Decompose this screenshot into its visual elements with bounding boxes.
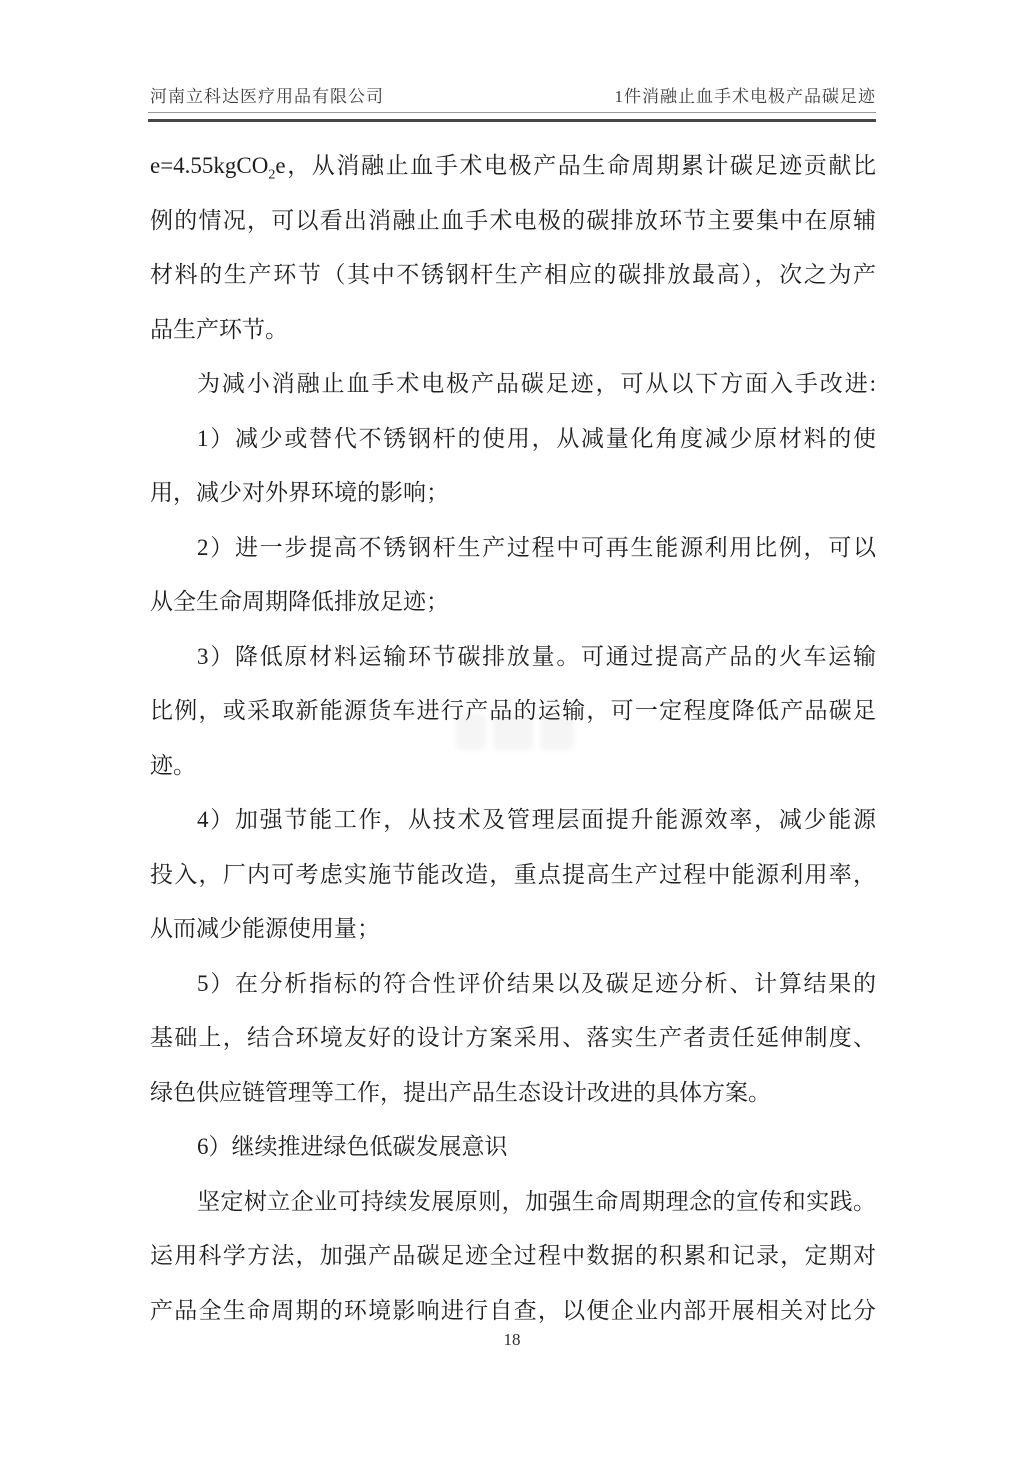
- list-item-3-line: 迹。: [150, 752, 196, 778]
- page-header: [150, 82, 876, 107]
- list-item-5-line: 基础上，结合环境友好的设计方案采用、落实生产者责任延伸制度、: [150, 1025, 876, 1050]
- header-company-name: 河南立科达医疗用品有限公司: [150, 87, 384, 106]
- body-line: 坚定树立企业可持续发展原则，加强生命周期理念的宣传和实践。: [197, 1188, 876, 1214]
- emission-value-text: e=4.55kgCO: [150, 153, 269, 178]
- document-body: [150, 139, 876, 1338]
- header-rule-thick: [148, 119, 876, 122]
- body-line: 品生产环节。: [150, 316, 288, 342]
- page-number: 18: [503, 1330, 521, 1349]
- list-item-2-line: 2）进一步提高不锈钢杆生产过程中可再生能源利用比例，可以: [197, 534, 876, 560]
- list-item-2-line: 从全生命周期降低排放足迹；: [150, 589, 449, 614]
- list-item-4-line: 投入，厂内可考虑实施节能改造，重点提高生产过程中能源利用率，: [150, 861, 876, 887]
- body-line: 为减小消融止血手术电极产品碳足迹，可从以下方面入手改进:: [197, 371, 876, 396]
- list-item-1-line: 1）减少或替代不锈钢杆的使用，从减量化角度减少原材料的使: [197, 425, 876, 451]
- list-item-4-line: 从而减少能源使用量；: [150, 916, 380, 941]
- page-footer: [0, 1330, 1024, 1350]
- body-line-text: e，从消融止血手术电极产品生命周期累计碳足迹贡献比: [275, 153, 876, 178]
- co2-subscript: 2: [268, 167, 276, 183]
- list-item-1-line: 用，减少对外界环境的影响；: [150, 480, 449, 505]
- body-line: 例的情况，可以看出消融止血手术电极的碳排放环节主要集中在原辅: [150, 207, 876, 233]
- body-line: 产品全生命周期的环境影响进行自查，以便企业内部开展相关对比分: [150, 1297, 876, 1323]
- body-line: 运用科学方法，加强产品碳足迹全过程中数据的积累和记录，定期对: [150, 1243, 876, 1268]
- list-item-5-line: 绿色供应链管理等工作，提出产品生态设计改进的具体方案。: [150, 1079, 771, 1105]
- list-item-6-line: 6）继续推进绿色低碳发展意识: [197, 1134, 508, 1159]
- body-line: [150, 139, 876, 194]
- list-item-5-line: 5）在分析指标的符合性评价结果以及碳足迹分析、计算结果的: [197, 970, 876, 996]
- list-item-4-line: 4）加强节能工作，从技术及管理层面提升能源效率，减少能源: [197, 807, 876, 832]
- header-rule-thin: [148, 112, 876, 113]
- list-item-3-line: 比例，或采取新能源货车进行产品的运输，可一定程度降低产品碳足: [150, 698, 876, 723]
- header-document-title: 1件消融止血手术电极产品碳足迹: [614, 87, 876, 106]
- body-line: 材料的生产环节（其中不锈钢杆生产相应的碳排放最高），次之为产: [150, 262, 876, 287]
- list-item-3-line: 3）降低原材料运输环节碳排放量。可通过提高产品的火车运输: [197, 643, 876, 669]
